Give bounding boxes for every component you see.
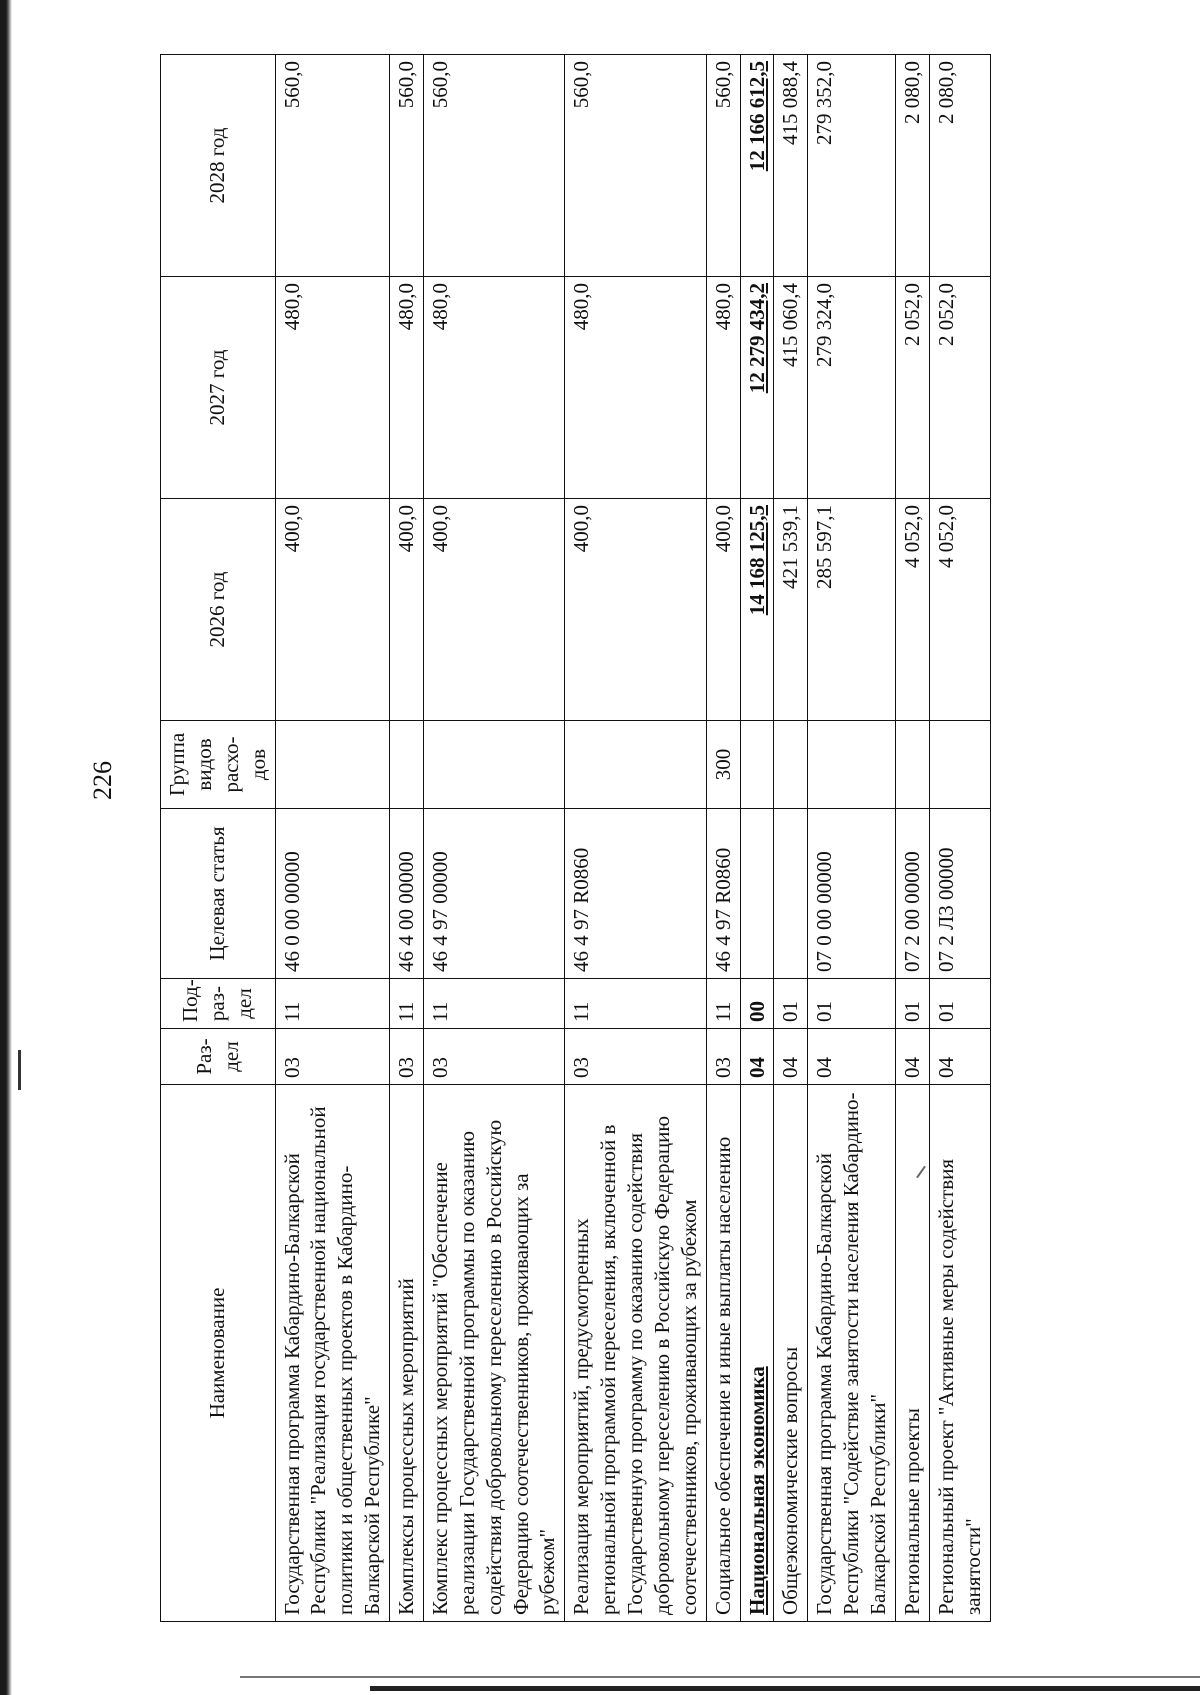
row-2027: 279 324,0: [808, 277, 896, 499]
row-target: 07 2 Л3 00000: [929, 809, 990, 979]
row-2026: 400,0: [565, 499, 706, 721]
row-target: 07 2 00 00000: [895, 809, 929, 979]
row-subsection: 00: [740, 979, 774, 1029]
row-target: 46 4 00 00000: [390, 809, 424, 979]
row-2027: 480,0: [275, 277, 390, 499]
table-header-row: [161, 55, 276, 1622]
row-name: Социальное обеспечение и иные выплаты населению: [706, 1085, 740, 1622]
header-2027: 2027 год: [161, 277, 276, 499]
table-row: [774, 55, 808, 1622]
table-row: [275, 55, 390, 1622]
row-group: [740, 721, 774, 809]
scan-bottom-edge: [370, 1686, 1200, 1691]
row-name: Региональные проекты: [895, 1085, 929, 1622]
row-group: [929, 721, 990, 809]
row-2028: 2 080,0: [929, 55, 990, 277]
row-group: [895, 721, 929, 809]
row-2027: 2 052,0: [929, 277, 990, 499]
header-section: Раз-дел: [161, 1029, 276, 1085]
scan-left-edge: [0, 0, 12, 1695]
row-2028: 560,0: [390, 55, 424, 277]
row-section: 04: [895, 1029, 929, 1085]
row-section: 03: [565, 1029, 706, 1085]
row-2026: 400,0: [706, 499, 740, 721]
row-2027: 415 060,4: [774, 277, 808, 499]
row-2027: 480,0: [565, 277, 706, 499]
row-group: [390, 721, 424, 809]
row-subsection: 01: [774, 979, 808, 1029]
row-name: Комплекс процессных мероприятий "Обеспечение реализации Государственной программы по оказанию содействия добровольному переселению в Российскую Федерацию соотечественников, проживающих за рубежом": [423, 1085, 564, 1622]
row-target: 07 0 00 00000: [808, 809, 896, 979]
header-subsection: Под-раз-дел: [161, 979, 276, 1029]
row-2028: 560,0: [706, 55, 740, 277]
row-name: Реализация мероприятий, предусмотренных региональной программой переселения, включенной в Государственную программу по оказанию содействия добровольному переселению в Российскую Федерацию соотечественников, проживающих за рубежом: [565, 1085, 706, 1622]
row-target: 46 4 97 00000: [423, 809, 564, 979]
table-row: [706, 55, 740, 1622]
row-2027: 2 052,0: [895, 277, 929, 499]
table-row: [929, 55, 990, 1622]
row-target: [740, 809, 774, 979]
budget-table: [160, 54, 991, 1622]
row-group: [275, 721, 390, 809]
row-2028: 560,0: [275, 55, 390, 277]
row-2026: 4 052,0: [929, 499, 990, 721]
header-2026: 2026 год: [161, 499, 276, 721]
scan-mark: [18, 1050, 21, 1090]
row-2026: 421 539,1: [774, 499, 808, 721]
table-row: [895, 55, 929, 1622]
row-target: 46 4 97 R0860: [565, 809, 706, 979]
table-row: [390, 55, 424, 1622]
row-section: 03: [275, 1029, 390, 1085]
row-subsection: 01: [929, 979, 990, 1029]
row-group: [565, 721, 706, 809]
row-2028: 12 166 612,5: [740, 55, 774, 277]
row-2026: 285 597,1: [808, 499, 896, 721]
row-2026: 400,0: [423, 499, 564, 721]
row-subsection: 11: [565, 979, 706, 1029]
table-row: [808, 55, 896, 1622]
scan-bottom-line: [240, 1676, 1200, 1678]
header-target: Целевая статья: [161, 809, 276, 979]
row-section: 04: [774, 1029, 808, 1085]
row-2028: 560,0: [565, 55, 706, 277]
row-group: 300: [706, 721, 740, 809]
row-2026: 400,0: [390, 499, 424, 721]
row-group: [774, 721, 808, 809]
row-2028: 415 088,4: [774, 55, 808, 277]
row-name: Государственная программа Кабардино-Балкарской Республики "Реализация государственной национальной политики и общественных проектов в Кабардино-Балкарской Республике": [275, 1085, 390, 1622]
row-2026: 14 168 125,5: [740, 499, 774, 721]
row-2027: 480,0: [706, 277, 740, 499]
header-group: Группа видов расхо-дов: [161, 721, 276, 809]
row-target: 46 4 97 R0860: [706, 809, 740, 979]
row-2027: 480,0: [423, 277, 564, 499]
row-name: Региональный проект "Активные меры содействия занятости": [929, 1085, 990, 1622]
row-2027: 480,0: [390, 277, 424, 499]
row-target: [774, 809, 808, 979]
row-subsection: 11: [275, 979, 390, 1029]
row-group: [423, 721, 564, 809]
table-row: [423, 55, 564, 1622]
row-target: 46 0 00 00000: [275, 809, 390, 979]
row-2028: 560,0: [423, 55, 564, 277]
table-row: [565, 55, 706, 1622]
row-2027: 12 279 434,2: [740, 277, 774, 499]
header-2028: 2028 год: [161, 55, 276, 277]
row-name: Государственная программа Кабардино-Балкарской Республики "Содействие занятости населения Кабардино-Балкарской Республики": [808, 1085, 896, 1622]
header-name: Наименование: [161, 1085, 276, 1622]
row-subsection: 01: [895, 979, 929, 1029]
row-section: 03: [706, 1029, 740, 1085]
row-2026: 400,0: [275, 499, 390, 721]
row-subsection: 11: [423, 979, 564, 1029]
row-section: 04: [929, 1029, 990, 1085]
row-2026: 4 052,0: [895, 499, 929, 721]
rotated-table-container: [160, 55, 985, 1622]
row-subsection: 11: [390, 979, 424, 1029]
row-2028: 2 080,0: [895, 55, 929, 277]
row-subsection: 01: [808, 979, 896, 1029]
row-group: [808, 721, 896, 809]
row-subsection: 11: [706, 979, 740, 1029]
page-number: 226: [88, 761, 117, 800]
row-name: Комплексы процессных мероприятий: [390, 1085, 424, 1622]
row-name: Общеэкономические вопросы: [774, 1085, 808, 1622]
row-section: 03: [390, 1029, 424, 1085]
table-row-total: [740, 55, 774, 1622]
row-section: 03: [423, 1029, 564, 1085]
row-name: Национальная экономика: [740, 1085, 774, 1622]
row-2028: 279 352,0: [808, 55, 896, 277]
row-section: 04: [740, 1029, 774, 1085]
row-section: 04: [808, 1029, 896, 1085]
